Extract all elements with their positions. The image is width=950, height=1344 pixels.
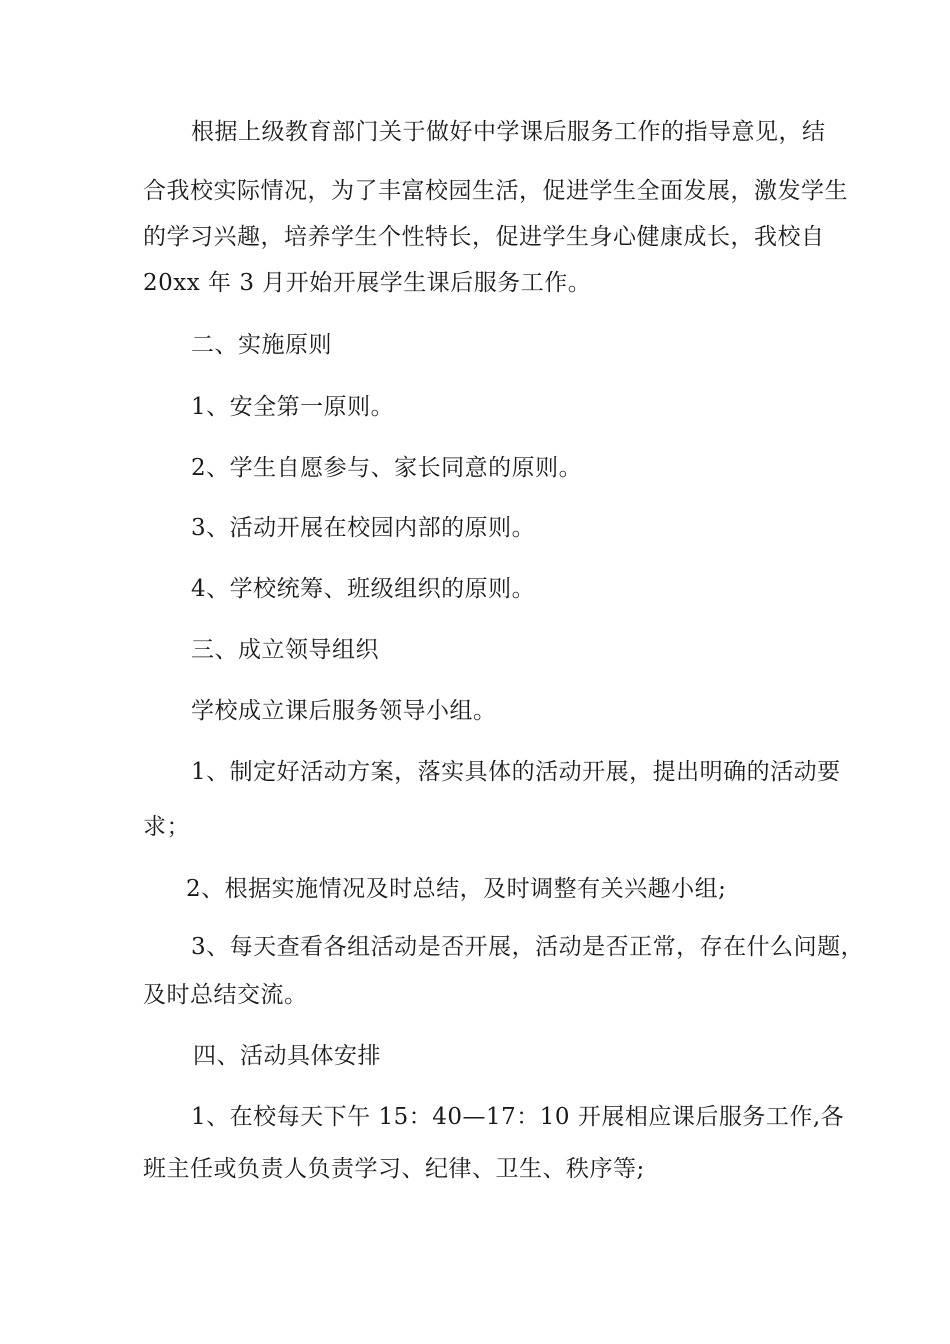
section-heading-activities: 四、活动具体安排 bbox=[193, 1043, 381, 1069]
principle-item-4: 4、学校统筹、班级组织的原则。 bbox=[191, 576, 536, 602]
principle-item-1: 1、安全第一原则。 bbox=[191, 394, 395, 420]
leadership-item-3-line-2: 及时总结交流。 bbox=[143, 982, 308, 1008]
intro-paragraph-line-3: 的学习兴趣，培养学生个性特长，促进学生身心健康成长，我校自 bbox=[143, 224, 825, 250]
activity-item-1-line-1: 1、在校每天下午 15：40—17：10 开展相应课后服务工作,各 bbox=[191, 1104, 845, 1130]
leadership-item-3-line-1: 3、每天查看各组活动是否开展，活动是否正常，存在什么问题， bbox=[191, 934, 865, 960]
intro-paragraph-line-1: 根据上级教育部门关于做好中学课后服务工作的指导意见，结 bbox=[191, 119, 826, 145]
activity-item-1-line-2: 班主任或负责人负责学习、纪律、卫生、秩序等; bbox=[143, 1156, 645, 1182]
section-heading-leadership: 三、成立领导组织 bbox=[191, 637, 379, 663]
leadership-item-1-line-1: 1、制定好活动方案，落实具体的活动开展，提出明确的活动要 bbox=[191, 759, 841, 785]
intro-paragraph-line-2: 合我校实际情况，为了丰富校园生活，促进学生全面发展，激发学生 bbox=[143, 178, 848, 204]
leadership-item-2: 2、根据实施情况及时总结，及时调整有关兴趣小组; bbox=[186, 876, 727, 902]
principle-item-2: 2、学生自愿参与、家长同意的原则。 bbox=[191, 455, 583, 481]
intro-paragraph-line-4: 20xx 年 3 月开始开展学生课后服务工作。 bbox=[143, 270, 592, 296]
section-heading-principles: 二、实施原则 bbox=[191, 332, 332, 358]
leadership-intro: 学校成立课后服务领导小组。 bbox=[191, 698, 497, 724]
leadership-item-1-line-2: 求； bbox=[143, 814, 190, 840]
principle-item-3: 3、活动开展在校园内部的原则。 bbox=[191, 515, 536, 541]
